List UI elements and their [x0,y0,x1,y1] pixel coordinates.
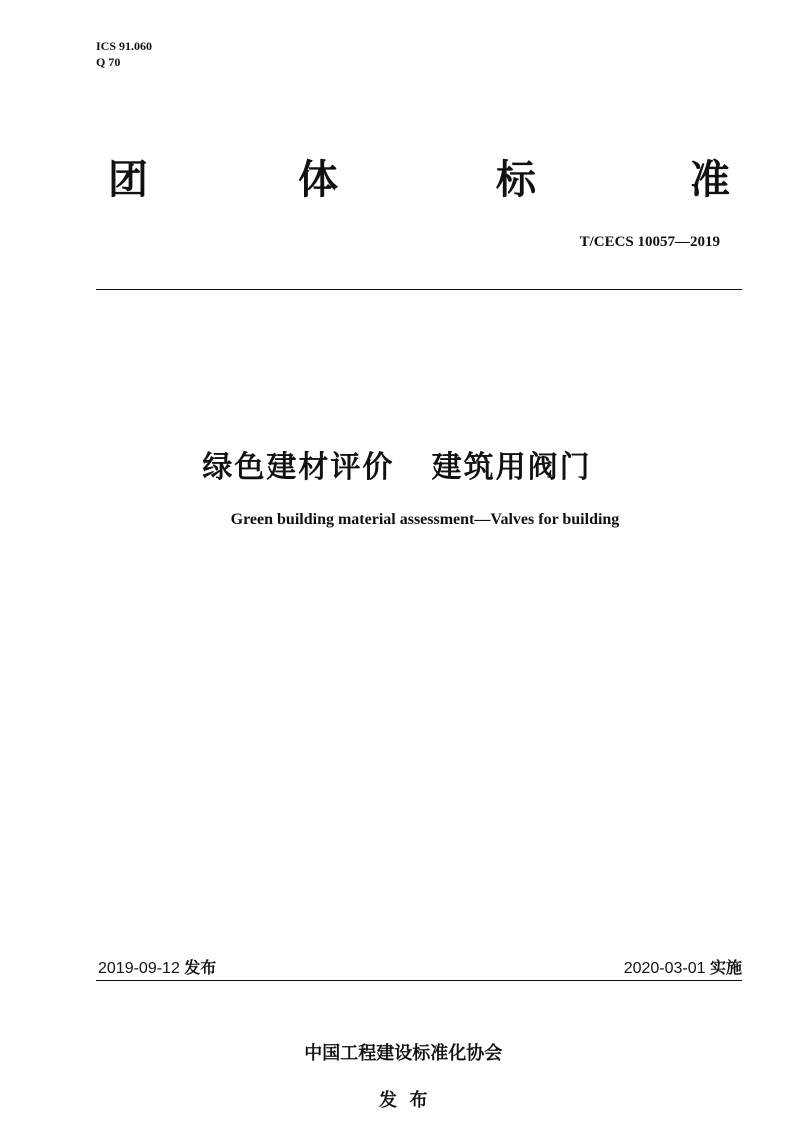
standard-number-text: T/CECS 10057—2019 [579,234,720,250]
standard-type-char: 体 [298,157,338,203]
bottom-divider [96,980,742,981]
standard-type-heading [108,152,730,208]
title-chinese: 绿色建材评价 建筑用阀门 [202,450,592,485]
publisher-name: 中国工程建设标准化协会 [304,1043,503,1064]
title-english: Green building material assessment—Valves for building [230,511,620,528]
ccs-code: Q 70 [96,55,121,69]
issue-date-value: 2019-09-12 [98,960,180,977]
implementation-date [624,955,742,978]
issue-date [98,955,216,978]
classification-codes [96,38,152,70]
top-divider [96,289,742,290]
publisher-spacer [384,1065,422,1086]
publish-label: 发 布 [379,1090,428,1111]
implementation-date-label: 实施 [709,958,742,977]
publisher [0,1018,794,1112]
ics-code: ICS 91.060 [96,39,153,53]
implementation-date-value: 2020-03-01 [623,960,706,977]
standard-type-char: 准 [690,157,730,203]
standard-type-char: 团 [108,157,148,203]
standard-number [580,232,720,251]
standard-type-char: 标 [496,157,536,203]
issue-date-label: 发布 [184,958,217,977]
